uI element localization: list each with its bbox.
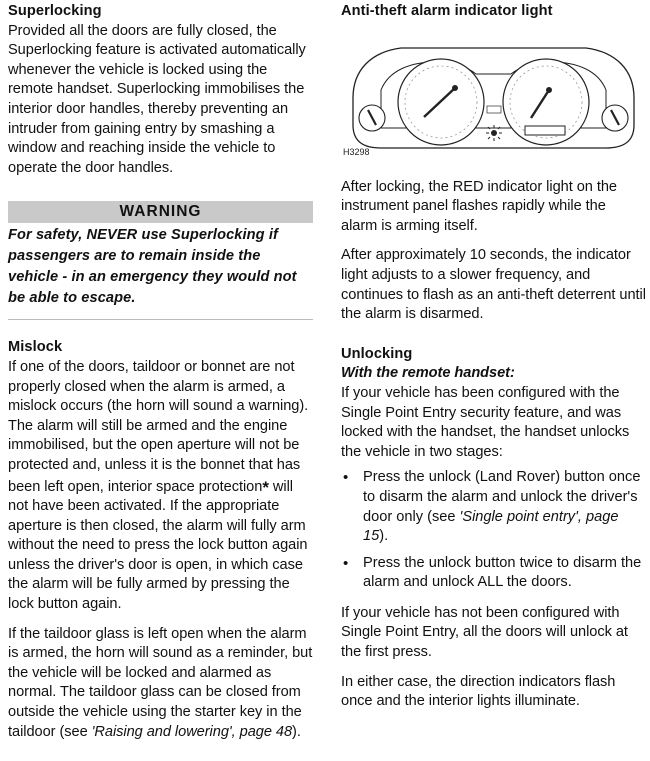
warning-label: WARNING	[119, 203, 202, 221]
left-column	[8, 2, 313, 742]
bullet2-text: Press the unlock button twice to disarm the alarm and unlock ALL the doors.	[363, 554, 642, 591]
right-column	[341, 2, 646, 712]
bullet-icon: •	[343, 469, 349, 487]
bullet1-reference: 'Single point entry', page 15	[363, 508, 619, 545]
mislock-text-b: will not have been activated. If the appropriate aperture is then closed, the alarm will fully arm without the need to press the lock button again unless the driver's door is open, in which case the alarm will be fully armed by pressing the lock button again.	[8, 478, 308, 613]
taildoor-text-b: ).	[292, 723, 301, 740]
warning-lamp-block	[487, 106, 501, 113]
mislock-text-a: If one of the doors, taildoor or bonnet are not properly closed when the alarm is armed, a mislock occurs (the horn will sound a warning). The alarm will still be armed and the engine immobilised, but the open aperture will not be protected and, unless it is the bonnet that has been left open, interior space protection	[8, 358, 309, 495]
figure-label: H3298	[343, 146, 370, 157]
instrument-panel-diagram	[341, 30, 646, 158]
bullet1-text-b: ).	[379, 528, 389, 545]
taildoor-reference: 'Raising and lowering', page 48	[91, 723, 293, 740]
footnote-star: *	[262, 477, 269, 497]
warning-paragraph: For safety, NEVER use Superlocking if passengers are to remain inside the vehicle - in an emergency they would not be able to escape.	[8, 227, 297, 307]
warning-banner	[8, 201, 313, 223]
tachometer-hub	[546, 87, 552, 93]
configured-paragraph: If your vehicle has been configured with the Single Point Entry security feature, and was locked with the handset, the handset unlocks the vehicle in two stages:	[341, 384, 630, 460]
list-item	[341, 554, 646, 593]
speedometer-hub	[452, 85, 458, 91]
superlocking-paragraph: Provided all the doors are fully closed, the Superlocking feature is activated automatically whenever the vehicle is locked using the remote handset. Superlocking immobilises the interior door handles, thereby preventing an intruder from gaining entry by smashing a window and reaching inside the vehicle to operate the door handles.	[8, 22, 306, 176]
unlocking-heading: Unlocking	[341, 345, 413, 362]
remote-handset-subheading: With the remote handset:	[341, 365, 515, 382]
taildoor-text-a: If the taildoor glass is left open when the alarm is armed, the horn will sound as a reminder, but the vehicle will be locked and alarmed as normal. The taildoor glass can be closed from outside the vehicle using the starter key in the taildoor (see	[8, 625, 313, 740]
alarm-indicator-light-icon	[486, 125, 502, 141]
either-case-paragraph: In either case, the direction indicators flash once and the interior lights illuminate.	[341, 673, 616, 710]
odometer-window	[525, 126, 565, 135]
after-10-seconds-paragraph: After approximately 10 seconds, the indicator light adjusts to a slower frequency, and continues to flash as an anti-theft deterrent until the alarm is disarmed.	[341, 247, 646, 323]
unlock-steps-list	[341, 468, 646, 593]
after-locking-paragraph: After locking, the RED indicator light on the instrument panel flashes rapidly while the alarm is arming itself.	[341, 178, 617, 234]
list-item	[341, 468, 646, 546]
not-configured-paragraph: If your vehicle has not been configured with Single Point Entry, all the doors will unlock at the first press.	[341, 604, 628, 661]
alarm-indicator-heading: Anti-theft alarm indicator light	[341, 3, 553, 19]
superlocking-heading: Superlocking	[8, 3, 102, 19]
mislock-heading: Mislock	[8, 339, 63, 356]
taildoor-paragraph	[8, 625, 313, 743]
mislock-paragraph	[8, 358, 313, 615]
bullet-icon: •	[343, 554, 349, 572]
bullet1-text-a: Press the unlock (Land Rover) button once to disarm the alarm and unlock the driver's door only (see	[363, 469, 641, 525]
